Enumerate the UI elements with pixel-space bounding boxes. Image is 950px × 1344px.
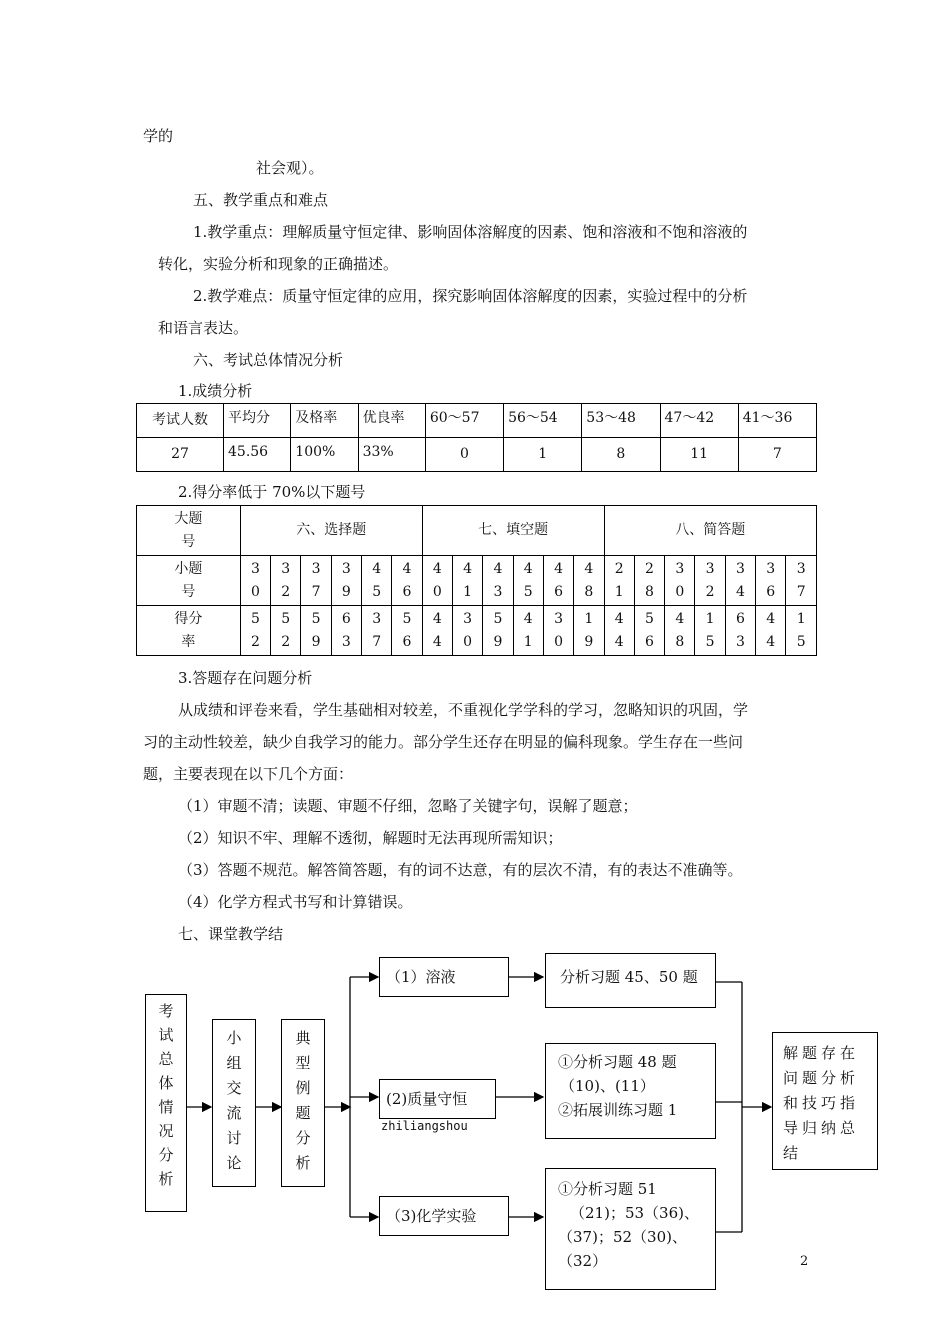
section-header: 八、简答题 bbox=[604, 506, 816, 556]
rate-cell: 1 5 bbox=[695, 606, 725, 656]
flow-branch-label: （1）溶液 bbox=[386, 968, 456, 986]
rate-cell: 3 7 bbox=[362, 606, 392, 656]
subheading: 3.答题存在问题分析 bbox=[178, 669, 313, 687]
rate-cell: 6 3 bbox=[725, 606, 755, 656]
flow-end-text: 解题存在问题分析和技巧指导归纳总结 bbox=[783, 1044, 860, 1162]
table-cell: 8 bbox=[582, 438, 660, 472]
question-number-cell: 3 2 bbox=[271, 556, 301, 606]
question-number-cell: 4 5 bbox=[362, 556, 392, 606]
question-number-cell: 4 8 bbox=[574, 556, 604, 606]
rate-cell: 1 9 bbox=[574, 606, 604, 656]
table-cell: 41～36 bbox=[738, 404, 816, 438]
rate-cell: 5 6 bbox=[392, 606, 422, 656]
flow-result-text: （21)；53（36)、 bbox=[570, 1204, 699, 1222]
flow-result-text: ①分析习题 48 题 bbox=[558, 1053, 677, 1071]
row-label: 大题 号 bbox=[137, 506, 241, 556]
section-header: 七、填空题 bbox=[422, 506, 604, 556]
table-cell: 11 bbox=[660, 438, 738, 472]
flow-result-2 bbox=[545, 1043, 716, 1139]
flow-result-text: ②拓展训练习题 1 bbox=[558, 1101, 678, 1119]
question-number-cell: 2 8 bbox=[634, 556, 664, 606]
flow-branch-label: (2)质量守恒 bbox=[386, 1090, 468, 1108]
table-cell: 53～48 bbox=[582, 404, 660, 438]
flow-example-text: 典型例题分析 bbox=[295, 1029, 311, 1172]
row-label: 得分 率 bbox=[137, 606, 241, 656]
rate-cell: 3 0 bbox=[543, 606, 573, 656]
flow-result-text: ①分析习题 51 bbox=[558, 1180, 657, 1198]
section-heading-6: 六、考试总体情况分析 bbox=[193, 351, 344, 369]
list-item: （4）化学方程式书写和计算错误。 bbox=[178, 893, 413, 911]
flow-result-1 bbox=[545, 953, 716, 1008]
row-label: 小题 号 bbox=[137, 556, 241, 606]
flow-result-text: （10)、(11） bbox=[560, 1077, 655, 1095]
rate-cell: 5 6 bbox=[634, 606, 664, 656]
flow-discuss-box bbox=[212, 1019, 256, 1187]
question-number-cell: 4 1 bbox=[452, 556, 482, 606]
list-item: （3）答题不规范。解答简答题，有的词不达意，有的层次不清，有的表达不准确等。 bbox=[178, 861, 743, 879]
table-cell: 考试人数 bbox=[137, 404, 224, 438]
question-number-cell: 3 0 bbox=[665, 556, 695, 606]
table-cell: 0 bbox=[425, 438, 503, 472]
flow-branch-experiment bbox=[379, 1196, 509, 1236]
flow-result-text: 分析习题 45、50 题 bbox=[560, 968, 698, 986]
flow-result-3 bbox=[545, 1168, 716, 1290]
table-cell: 7 bbox=[738, 438, 816, 472]
flow-start-box bbox=[145, 994, 187, 1212]
question-number-cell: 4 6 bbox=[392, 556, 422, 606]
section-header: 六、选择题 bbox=[240, 506, 422, 556]
question-number-cell: 3 6 bbox=[756, 556, 786, 606]
rate-cell: 5 2 bbox=[240, 606, 270, 656]
question-number-cell: 4 0 bbox=[422, 556, 452, 606]
flow-branch-label: （3)化学实验 bbox=[386, 1207, 477, 1225]
table-cell: 及格率 bbox=[291, 404, 358, 438]
table-cell: 100% bbox=[291, 438, 358, 472]
table-cell: 优良率 bbox=[358, 404, 425, 438]
rate-cell: 6 3 bbox=[331, 606, 361, 656]
rate-cell: 4 4 bbox=[422, 606, 452, 656]
question-number-cell: 3 9 bbox=[331, 556, 361, 606]
rate-cell: 4 1 bbox=[513, 606, 543, 656]
table-cell: 56～54 bbox=[504, 404, 582, 438]
text-line: 从成绩和评卷来看，学生基础相对较差，不重视化学学科的学习，忽略知识的巩固，学 bbox=[178, 701, 749, 719]
text-line: 社会观）。 bbox=[256, 159, 324, 177]
text-line: 转化，实验分析和现象的正确描述。 bbox=[158, 255, 399, 273]
subheading: 2.得分率低于 70%以下题号 bbox=[178, 483, 366, 501]
list-item: （1）审题不清；读题、审题不仔细，忽略了关键字句，误解了题意； bbox=[178, 797, 638, 815]
flow-discuss-text: 小组交流讨论 bbox=[226, 1029, 242, 1172]
flow-branch-solution bbox=[379, 957, 509, 997]
question-number-cell: 4 3 bbox=[483, 556, 513, 606]
table-cell: 45.56 bbox=[224, 438, 291, 472]
table-cell: 33% bbox=[358, 438, 425, 472]
text-line: 习的主动性较差，缺少自我学习的能力。部分学生还存在明显的偏科现象。学生存在一些问 bbox=[143, 733, 744, 751]
flow-branch-note: zhiliangshou bbox=[381, 1119, 468, 1133]
question-number-cell: 3 7 bbox=[301, 556, 331, 606]
table-cell: 1 bbox=[504, 438, 582, 472]
rate-cell: 4 8 bbox=[665, 606, 695, 656]
list-item: （2）知识不牢、理解不透彻，解题时无法再现所需知识； bbox=[178, 829, 563, 847]
flow-example-box bbox=[281, 1019, 325, 1187]
rate-cell: 5 9 bbox=[483, 606, 513, 656]
page-number: 2 bbox=[800, 1254, 809, 1269]
rate-cell: 5 9 bbox=[301, 606, 331, 656]
rate-cell: 4 4 bbox=[604, 606, 634, 656]
rate-cell: 5 2 bbox=[271, 606, 301, 656]
table-cell: 47～42 bbox=[660, 404, 738, 438]
table-cell: 平均分 bbox=[224, 404, 291, 438]
question-number-cell: 2 1 bbox=[604, 556, 634, 606]
section-heading-7: 七、课堂教学结 bbox=[178, 925, 284, 943]
text-line: 学的 bbox=[143, 127, 174, 145]
question-number-cell: 3 0 bbox=[240, 556, 270, 606]
rate-cell: 4 4 bbox=[756, 606, 786, 656]
question-number-cell: 4 5 bbox=[513, 556, 543, 606]
rate-cell: 1 5 bbox=[786, 606, 817, 656]
text-line: 和语言表达。 bbox=[158, 319, 249, 337]
question-number-cell: 4 6 bbox=[543, 556, 573, 606]
rate-cell: 3 0 bbox=[452, 606, 482, 656]
text-line: 1.教学重点：理解质量守恒定律、影响固体溶解度的因素、饱和溶液和不饱和溶液的 bbox=[193, 223, 748, 241]
flow-branch-mass bbox=[379, 1079, 496, 1119]
flow-end-box bbox=[772, 1032, 878, 1170]
table-cell: 60～57 bbox=[425, 404, 503, 438]
flow-result-text: （37)；52（30)、 bbox=[558, 1228, 687, 1246]
question-number-cell: 3 7 bbox=[786, 556, 817, 606]
subheading: 1.成绩分析 bbox=[178, 382, 253, 400]
table-cell: 27 bbox=[137, 438, 224, 472]
question-number-cell: 3 2 bbox=[695, 556, 725, 606]
flow-result-text: （32） bbox=[558, 1252, 608, 1270]
flow-start-text: 考试总体情况分析 bbox=[158, 1002, 174, 1188]
question-number-cell: 3 4 bbox=[725, 556, 755, 606]
text-line: 2.教学难点：质量守恒定律的应用，探究影响固体溶解度的因素，实验过程中的分析 bbox=[193, 287, 748, 305]
section-heading-5: 五、教学重点和难点 bbox=[193, 191, 329, 209]
text-line: 题，主要表现在以下几个方面： bbox=[143, 765, 354, 783]
